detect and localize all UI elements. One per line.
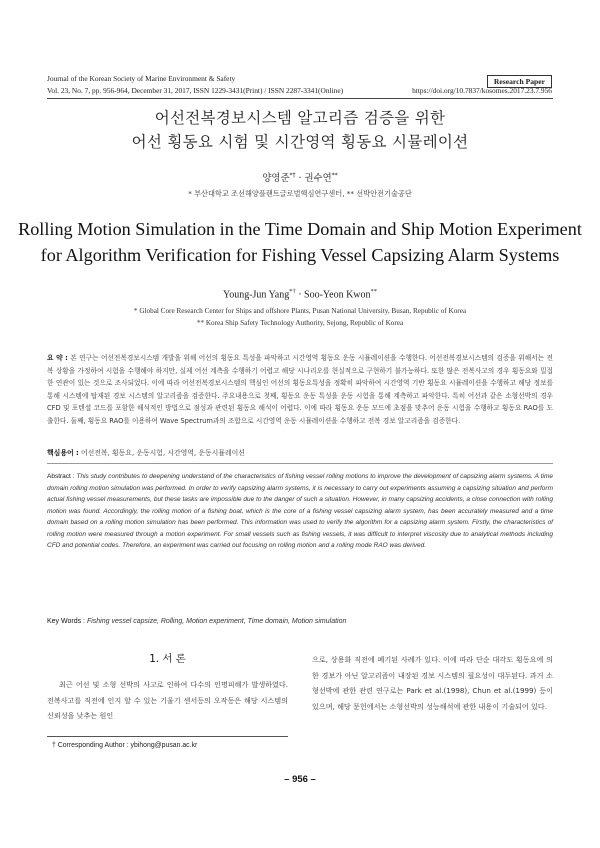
english-author-2-mark: ** bbox=[370, 288, 378, 295]
article-type-badge: Research Paper bbox=[487, 75, 552, 88]
english-authors bbox=[0, 288, 600, 300]
korean-abstract-label: 요 약 : bbox=[47, 354, 68, 362]
doi-link[interactable]: https://doi.org/10.7837/kosomes.2017.23.7.956 bbox=[412, 86, 552, 95]
english-abstract-label: Abstract : bbox=[47, 473, 75, 480]
korean-authors bbox=[0, 170, 600, 184]
footnote-rule bbox=[47, 736, 288, 737]
english-author-1: Young-Jun Yang bbox=[222, 289, 290, 301]
header-rule bbox=[47, 98, 553, 99]
english-affiliation-2: ** Korea Ship Safety Technology Authority, Sejong, Republic of Korea bbox=[196, 319, 404, 327]
introduction-right-column: 으로, 상용화 직전에 폐기된 사례가 있다. 이에 따라 단순 대각도 횡동요에 의한 경보가 아닌 알고리즘이 내장된 경보 시스템의 필요성이 대두된다. 과거 소형선박에 관한 관련 연구로는 Park et al.(1998), Chun et al.(1999) 등이 있으며, 해당 문헌에서는 소형선박의 성능해석에 관한 내용이 기술되어 있다. bbox=[312, 655, 553, 711]
section-heading-introduction: 1. 서 론 bbox=[149, 653, 186, 665]
english-affiliation-1: * Global Core Research Center for Ships and offshore Plants, Pusan National University, Busan, Republic of Korea bbox=[133, 307, 467, 315]
english-keywords-text: Fishing vessel capsize, Rolling, Motion experiment, Time domain, Motion simulation bbox=[85, 618, 347, 625]
english-abstract bbox=[47, 471, 553, 552]
english-keywords-label: Key Words : bbox=[47, 618, 85, 625]
english-title-line-1: Rolling Motion Simulation in the Time Domain and Ship Motion Experiment bbox=[18, 219, 582, 239]
keywords-divider bbox=[47, 463, 553, 464]
korean-title-line-2: 어선 횡동요 시험 및 시간영역 횡동요 시뮬레이션 bbox=[131, 133, 469, 151]
english-title-line-2: for Algorithm Verification for Fishing Vessel Capsizing Alarm Systems bbox=[40, 245, 560, 265]
korean-abstract-text: 본 연구는 어선전복경보시스템 개발을 위해 어선의 횡동요 특성을 파악하고 시간영역 횡동요 운동 시뮬레이션을 수행한다. 어선전복경보시스템의 검증을 위해서는 전복 상황을 가정하여 시험을 수행해야 하지만, 실제 어선 계측을 수행하기 어렵고 해당 시나리오를 현실적으로 구현하기 불가능하다. 또한 많은 전복사고의 경우 횡동요와 밀접한 연관이 있는 것으로 조사되었다. 이에 따라 어선전복경보시스템의 핵심인 어선의 횡동요특성을 정확히 파악하여 시간영역 기반 횡동요 시뮬레이션을 수행하고 해당 정보를 통해 시스템에 탑재된 경보 시스템의 알고리즘을 검증한다. 주요내용으로 첫째, 횡동요 운동 특성을 운동 시험을 통해 계측하고 파악한다. 특히 어선과 같은 소형선박의 경우 CFD 및 포텐셜 코드를 포함한 해석적인 방법으로 점성과 관련된 횡동요 해석이 어렵다. 이에 따라 횡동요 운동 모드에 초점을 맞추어 운동 시험을 수행하고 횡동요 RAO를 도출한다. 둘째, 횡동요 RAO를 이용하여 Wave Spectrum과의 조합으로 시간영역 운동 시뮬레이션을 수행하고 전복 경보 알고리즘을 검증한다. bbox=[47, 354, 553, 425]
korean-author-1: 양영준 bbox=[262, 173, 290, 184]
english-keywords bbox=[47, 618, 553, 625]
corresponding-author-footnote: † Corresponding Author : ybihong@pusan.ac.kr bbox=[52, 742, 198, 749]
korean-title-line-1: 어선전복경보시스템 알고리즘 검증을 위한 bbox=[154, 109, 446, 127]
korean-author-1-mark: *† bbox=[289, 171, 296, 179]
introduction-left-column: 최근 어선 및 소형 선박의 사고로 인하여 다수의 인명피해가 발생하였다. 전복사고를 직전에 인지 할 수 있는 기울기 센서등의 오작동은 해당 시스템의 신뢰성을 낮추는 원인 bbox=[47, 680, 288, 720]
korean-author-2: · 권수연 bbox=[295, 173, 332, 184]
volume-issue-line: Vol. 23, No. 7, pp. 956-964, December 31, 2017, ISSN 1229-3431(Print) / ISSN 2287-3341(Online) bbox=[47, 86, 344, 95]
korean-author-2-mark: ** bbox=[331, 171, 338, 179]
page-number: – 956 – bbox=[284, 774, 316, 785]
english-author-2: · Soo-Yeon Kwon bbox=[295, 289, 371, 301]
english-abstract-text: This study contributes to deepening understand of the characteristics of fishing vessel rolling motions to improve the development of capsizing alarm systems. A time domain rolling motion simulation was performed. In order to verify capsizing alarm systems, it is necessary to carry out experiments assuming a capsizing situation and perform actual fishing vessel measurements, but these tasks are impossible due to the danger of such a situation. However, in many capsizing accidents, a close connection with rolling motion was found. Accordingly, the rolling motion of a fishing boat, which is the core of a fishing vessel capsizing alarm system, has been accurately measured and a time domain based on a rolling motion simulation has been performed. This information was used to verify the algorithm for a capsizing alarm system. Firstly, the characteristics of rolling motion were measured through a motion experiment. For small vessels such as fishing vessels, it was difficult to interpret viscosity due to analytical methods including CFD and potential codes. Therefore, an experiment was carried out focusing on rolling motion and a rolling mode RAO was derived. bbox=[47, 473, 553, 549]
journal-name: Journal of the Korean Society of Marine Environment & Safety bbox=[47, 74, 236, 83]
korean-keywords bbox=[47, 447, 553, 457]
korean-abstract bbox=[47, 352, 553, 428]
korean-keywords-label: 핵심용어 : bbox=[47, 449, 79, 457]
korean-affiliations: * 부산대학교 조선해양플랜트글로벌핵심연구센터, ** 선박안전기술공단 bbox=[188, 189, 412, 198]
english-author-1-mark: *† bbox=[289, 288, 296, 295]
korean-keywords-text: 어선전복, 횡동요, 운동시험, 시간영역, 운동시뮬레이션 bbox=[78, 449, 245, 457]
